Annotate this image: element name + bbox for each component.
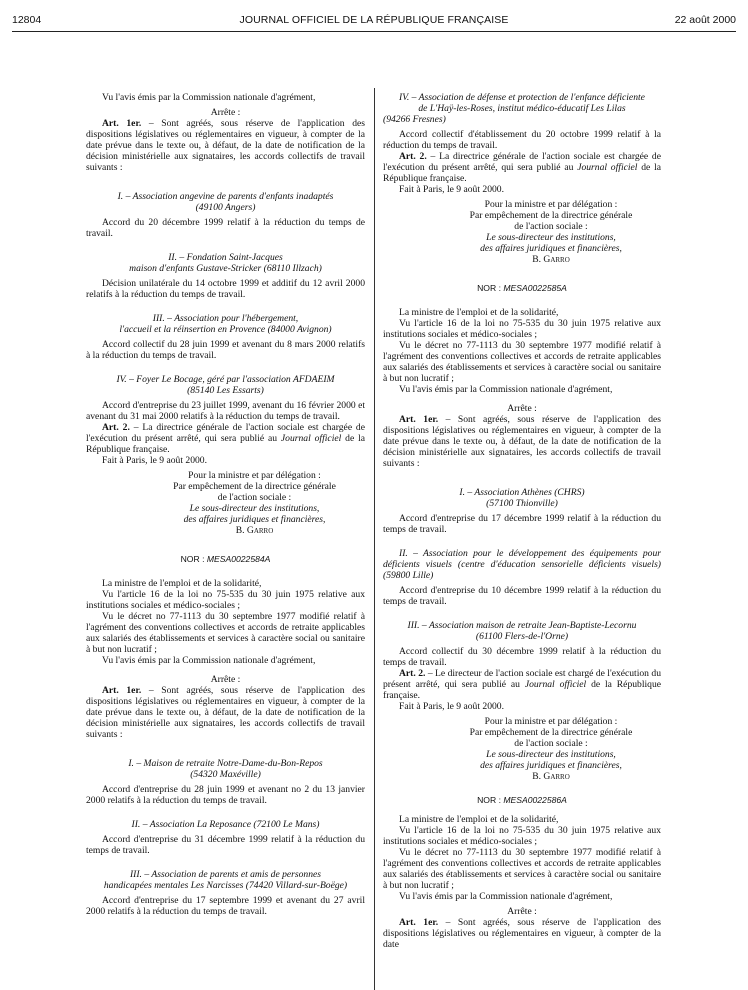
paragraph: Vu le décret no 77-1113 du 30 septembre 1977 modifié relatif à l'agrément des conventions collectives et accords de retraite applicables aux salariés des établissements et services à caractère social ou sanitaire à but non lucratif ; (86, 611, 365, 655)
article-label: Art. 2. (102, 422, 130, 433)
nor-code: MESA0022585A (503, 283, 567, 293)
column-divider (374, 88, 375, 990)
paragraph: Vu l'article 16 de la loi no 75-535 du 30 juin 1975 relative aux institutions sociales et médico-sociales ; (86, 589, 365, 611)
article-text: de la République française. (86, 433, 365, 455)
journal-reference: Journal officiel (577, 162, 638, 173)
article-paragraph (86, 118, 365, 173)
article-text: de la République française. (383, 679, 662, 701)
nor-reference (86, 554, 365, 565)
article-text: – Sont agréés, sous réserve de l'application des dispositions législatives ou réglementaires en vigueur, à compter de la date prévue dans le texte ou, à défaut, de la date de notification de la décision ministérielle aux signataires, les accords collectifs de travail suivants : (383, 414, 661, 469)
signature-line: de l'action sociale : (217, 492, 292, 503)
signature-line: de l'action sociale : (514, 738, 588, 749)
paragraph: Vu l'avis émis par la Commission nationale d'agrément, (102, 92, 316, 103)
article-paragraph (383, 151, 661, 184)
paragraph: Accord d'entreprise du 28 juin 1999 et avenant no 2 du 13 janvier 2000 relatifs à la réduction du temps de travail. (86, 784, 365, 806)
article-paragraph (383, 917, 661, 950)
signature-line: Le sous-directeur des institutions, (189, 503, 320, 514)
section-title: I. – Association Athènes (CHRS) (459, 487, 585, 498)
paragraph: La ministre de l'emploi et de la solidarité, (102, 578, 262, 589)
paragraph: Vu l'article 16 de la loi no 75-535 du 30 juin 1975 relative aux institutions sociales et médico-sociales ; (383, 318, 661, 340)
article-paragraph (86, 685, 365, 740)
journal-reference: Journal officiel (280, 433, 342, 444)
section-title: handicapées mentales Les Narcisses (74420 Villard-sur-Boëge) (103, 880, 348, 891)
article-label: Art. 1er. (399, 917, 439, 928)
section-title: I. – Association angevine de parents d'enfants inadaptés (117, 191, 334, 202)
section-title: (85140 Les Essarts) (187, 385, 264, 396)
paragraph: Accord d'entreprise du 31 décembre 1999 relatif à la réduction du temps de travail. (86, 834, 365, 856)
article-label: Art. 2. (399, 668, 426, 679)
section-title: III. – Association pour l'hébergement, (152, 313, 299, 324)
paragraph: Accord d'entreprise du 23 juillet 1999, avenant du 16 février 2000 et avenant du 31 mai 2000 relatifs à la réduction du temps de travail. (86, 400, 365, 422)
signatory-name: B. Garro (235, 525, 274, 536)
section-title: III. – Association de parents et amis de personnes (129, 869, 322, 880)
arrete-heading: Arrête : (507, 403, 537, 414)
signature-date: Fait à Paris, le 9 août 2000. (399, 184, 504, 195)
signature-line: des affaires juridiques et financières, (480, 243, 622, 254)
journal-reference: Journal officiel (524, 679, 587, 690)
section-title: IV. – Foyer Le Bocage, géré par l'association AFDAEIM (116, 374, 335, 385)
article-label: Art. 1er. (399, 414, 439, 425)
signature-line: de l'action sociale : (514, 221, 588, 232)
nor-label: NOR : (477, 283, 504, 293)
paragraph: Vu l'avis émis par la Commission nationale d'agrément, (399, 891, 613, 902)
section-title: (61100 Flers-de-l'Orne) (475, 631, 569, 642)
signature-line: Le sous-directeur des institutions, (486, 232, 616, 243)
nor-reference (383, 795, 661, 806)
signature-line: Pour la ministre et par délégation : (484, 199, 618, 210)
article-text: – Sont agréés, sous réserve de l'application des dispositions législatives ou réglementaires en vigueur, à compter de la date prévue dans le texte ou, à défaut, de la date de notification de la décision ministérielle aux signataires, les accords collectifs de travail suivants : (86, 118, 365, 173)
section-title: III. – Association maison de retraite Jean-Baptiste-Lecornu (407, 620, 637, 631)
article-text: – La directrice générale de l'action sociale est chargée de l'exécution du présent arrêté, qui sera publié au (383, 151, 661, 173)
section-title: IV. – Association de défense et protection de l'enfance déficiente (399, 92, 645, 103)
paragraph: Vu l'avis émis par la Commission nationale d'agrément, (102, 655, 316, 666)
nor-label: NOR : (180, 554, 207, 564)
right-column (383, 92, 661, 950)
article-text: – Le directeur de l'action sociale est chargé de l'exécution du présent arrêté, qui sera publié au (383, 668, 662, 690)
section-title: II. – Fondation Saint-Jacques (168, 252, 283, 263)
arrete-heading: Arrête : (507, 906, 537, 917)
nor-label: NOR : (477, 795, 504, 805)
paragraph: Accord d'entreprise du 10 décembre 1999 relatif à la réduction du temps de travail. (383, 585, 661, 607)
signature-line: Par empêchement de la directrice générale (173, 481, 336, 492)
article-text: – Sont agréés, sous réserve de l'application des dispositions législatives ou réglementaires en vigueur, à compter de la date (383, 917, 661, 950)
nor-code: MESA0022584A (206, 554, 271, 564)
paragraph: Accord collectif du 30 décembre 1999 relatif à la réduction du temps de travail. (383, 646, 661, 668)
section-title: (94266 Fresnes) (383, 114, 446, 125)
signature-line: Pour la ministre et par délégation : (484, 716, 618, 727)
section-title: (49100 Angers) (195, 202, 256, 213)
section-title: maison d'enfants Gustave-Stricker (68110 Illzach) (129, 263, 322, 274)
signatory-name: B. Garro (532, 771, 570, 782)
article-text: – Sont agréés, sous réserve de l'application des dispositions législatives ou réglementaires en vigueur, à compter de la date prévue dans le texte ou, à défaut, de la date de notification de la décision ministérielle aux signataires, les accords collectifs de travail suivants : (86, 685, 365, 740)
article-paragraph (383, 668, 661, 701)
signature-line: Le sous-directeur des institutions, (486, 749, 616, 760)
page-header (12, 12, 736, 30)
paragraph: La ministre de l'emploi et de la solidarité, (399, 814, 559, 825)
paragraph: Vu l'article 16 de la loi no 75-535 du 30 juin 1975 relative aux institutions sociales et médico-sociales ; (383, 825, 661, 847)
section-title: (54320 Maxéville) (190, 769, 261, 780)
signature-line: des affaires juridiques et financières, (480, 760, 622, 771)
section-title: II. – Association La Reposance (72100 Le Mans) (131, 819, 320, 830)
section-title: II. – Association pour le développement des équipements pour déficients visuels (centre d'éducation sensorielle déficients visuels) (59800 Lille) (383, 548, 661, 581)
signature-block (86, 470, 365, 536)
article-label: Art. 1er. (102, 685, 142, 696)
signature-line: Par empêchement de la directrice générale (469, 727, 633, 738)
article-paragraph (86, 422, 365, 455)
paragraph: La ministre de l'emploi et de la solidarité, (399, 307, 559, 318)
signature-block (383, 716, 661, 782)
article-paragraph (383, 414, 661, 469)
paragraph: Vu l'avis émis par la Commission nationale d'agrément, (399, 384, 613, 395)
signatory-name: B. Garro (532, 254, 570, 265)
nor-code: MESA0022586A (503, 795, 567, 805)
signature-date: Fait à Paris, le 9 août 2000. (399, 701, 504, 712)
paragraph: Accord d'entreprise du 17 décembre 1999 relatif à la réduction du temps de travail. (383, 513, 661, 535)
section-title: I. – Maison de retraite Notre-Dame-du-Bon-Repos (128, 758, 323, 769)
nor-reference (383, 283, 661, 294)
paragraph: Accord d'entreprise du 17 septembre 1999 et avenant du 27 avril 2000 relatifs à la réduction du temps de travail. (86, 895, 365, 917)
paragraph: Vu le décret no 77-1113 du 30 septembre 1977 modifié relatif à l'agrément des conventions collectives et accords de retraite applicables aux salariés des établissements et services à caractère social ou sanitaire à but non lucratif ; (383, 847, 661, 891)
article-text: de la République française. (383, 162, 661, 184)
section-title: de L'Haÿ-les-Roses, institut médico-éducatif Les Lilas (418, 103, 626, 114)
article-text: – La directrice générale de l'action sociale est chargée de l'exécution du présent arrêté, qui sera publié au (86, 422, 365, 444)
arrete-heading: Arrête : (210, 107, 241, 118)
section-title: l'accueil et la réinsertion en Provence (84000 Avignon) (119, 324, 332, 335)
article-label: Art. 2. (399, 151, 427, 162)
header-rule (12, 31, 736, 32)
signature-block (383, 199, 661, 265)
signature-line: des affaires juridiques et financières, (183, 514, 326, 525)
paragraph: Décision unilatérale du 14 octobre 1999 et additif du 12 avril 2000 relatifs à la réduction du temps de travail. (86, 278, 365, 300)
arrete-heading: Arrête : (210, 674, 241, 685)
paragraph: Accord collectif du 28 juin 1999 et avenant du 8 mars 2000 relatifs à la réduction du temps de travail. (86, 339, 365, 361)
left-column (86, 92, 365, 917)
page-number: 12804 (12, 14, 42, 26)
article-label: Art. 1er. (102, 118, 142, 129)
journal-title: JOURNAL OFFICIEL DE LA RÉPUBLIQUE FRANÇAISE (239, 14, 509, 26)
signature-date: Fait à Paris, le 9 août 2000. (102, 455, 207, 466)
paragraph: Accord du 20 décembre 1999 relatif à la réduction du temps de travail. (86, 217, 365, 239)
section-title: (57100 Thionville) (486, 498, 558, 509)
signature-line: Par empêchement de la directrice générale (469, 210, 633, 221)
issue-date: 22 août 2000 (674, 14, 736, 26)
signature-line: Pour la ministre et par délégation : (188, 470, 321, 481)
paragraph: Vu le décret no 77-1113 du 30 septembre 1977 modifié relatif à l'agrément des conventions collectives et accords de retraite applicables aux salariés des établissements et services à caractère social ou sanitaire à but non lucratif ; (383, 340, 661, 384)
paragraph: Accord collectif d'établissement du 20 octobre 1999 relatif à la réduction du temps de travail. (383, 129, 661, 151)
